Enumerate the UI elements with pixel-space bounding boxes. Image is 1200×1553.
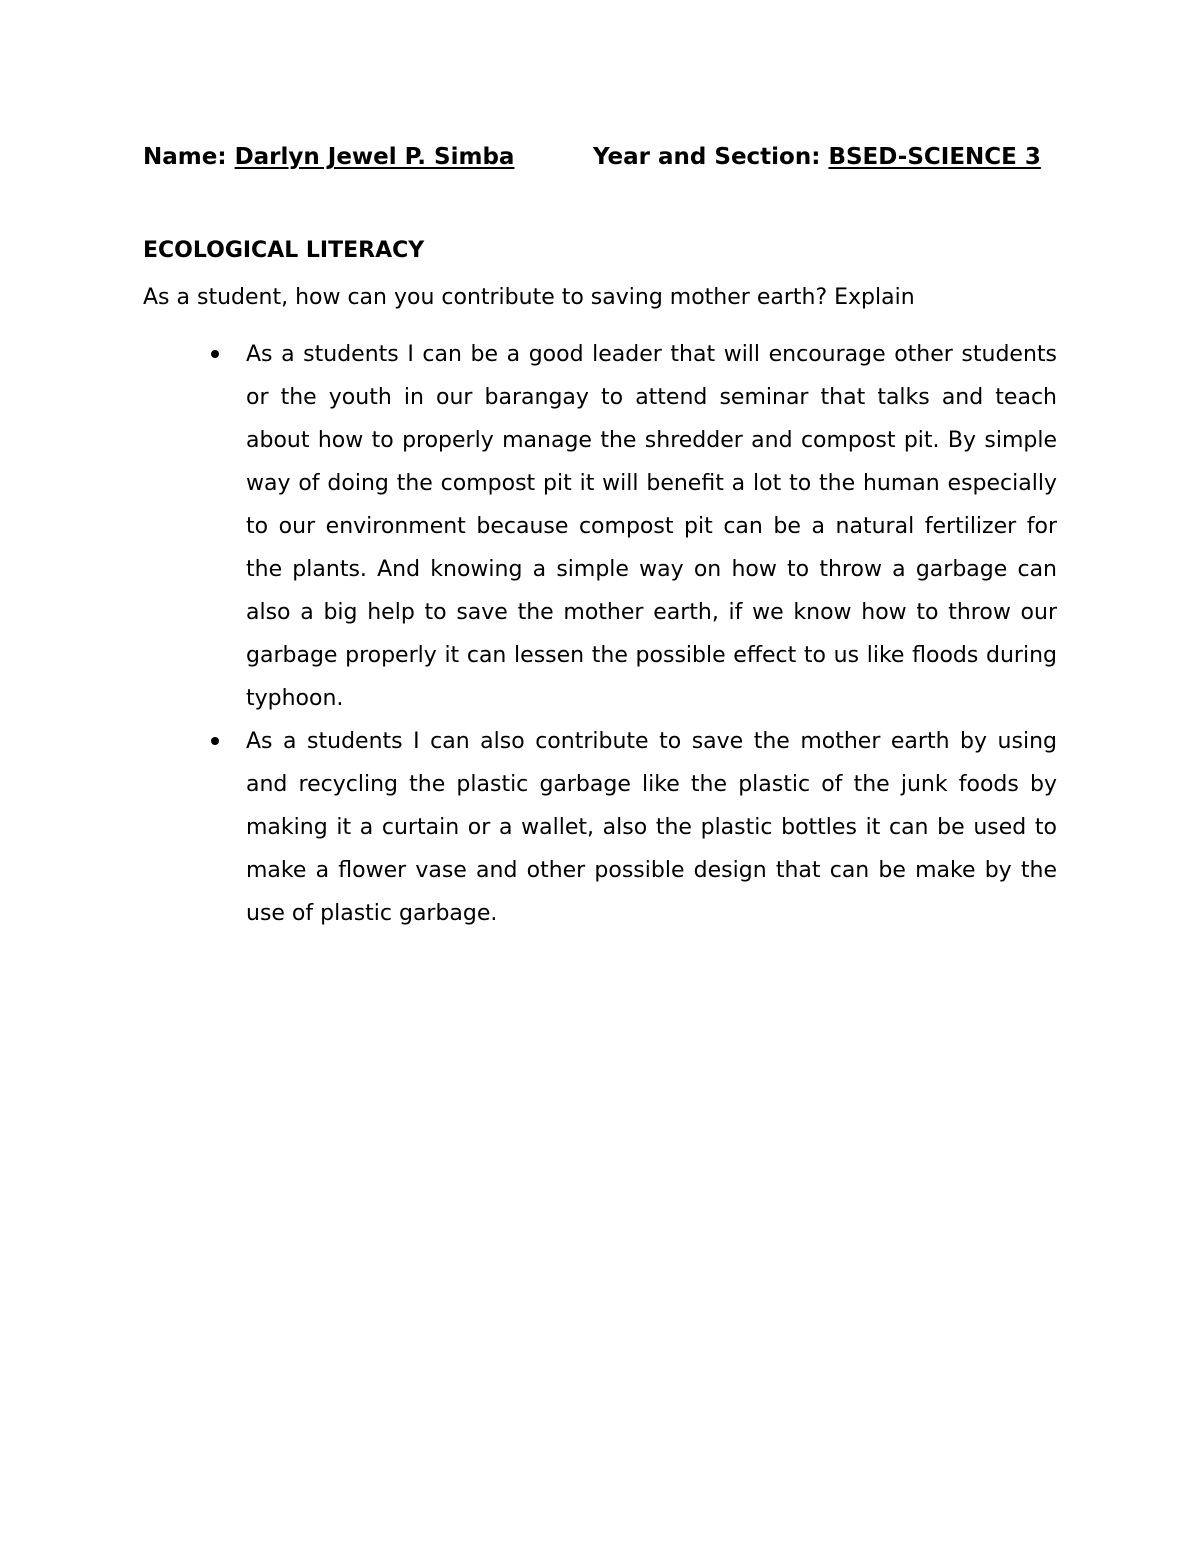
answer-text: As a students I can also contribute to save the mother earth by using and recycling the plastic garbage like the plastic of the junk foods by making it a curtain or a wallet, also the plastic bottles it can be used to make a flower vase and other possible design that can be make by the use of plastic garbage. [246, 729, 1057, 926]
year-section-label: Year and Section: [593, 144, 821, 170]
list-item [143, 720, 1057, 935]
year-section-value: BSED-SCIENCE 3 [828, 144, 1041, 170]
bullet-icon [211, 737, 219, 745]
year-section-field [593, 140, 1041, 174]
student-info-header [143, 140, 1057, 174]
bullet-icon [211, 350, 219, 358]
answer-list [143, 333, 1057, 935]
name-value: Darlyn Jewel P. Simba [234, 144, 515, 170]
name-label: Name: [143, 144, 227, 170]
name-field [143, 140, 514, 174]
list-item [143, 333, 1057, 720]
question-text: As a student, how can you contribute to saving mother earth? Explain [143, 285, 915, 310]
answer-text: As a students I can be a good leader that will encourage other students or the youth in our barangay to attend seminar that talks and teach about how to properly manage the shredder and compost pit. By simple way of doing the compost pit it will benefit a lot to the human especially to our environment because compost pit can be a natural fertilizer for the plants. And knowing a simple way on how to throw a garbage can also a big help to save the mother earth, if we know how to throw our garbage properly it can lessen the possible effect to us like floods during typhoon. [246, 342, 1057, 711]
document-title: ECOLOGICAL LITERACY [143, 238, 425, 263]
